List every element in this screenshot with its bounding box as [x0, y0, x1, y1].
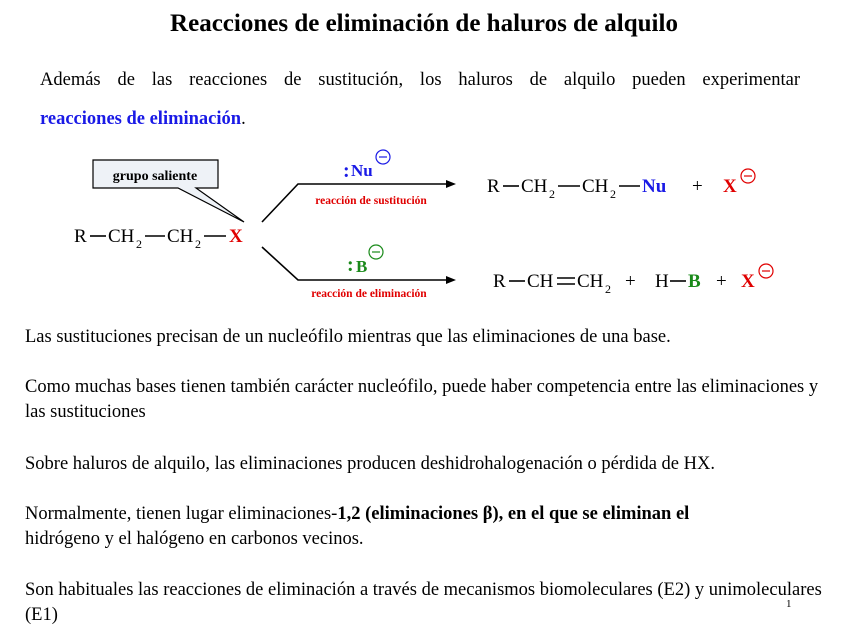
- page-number: 1: [786, 598, 792, 610]
- substrate-r: R: [74, 226, 87, 247]
- substrate: [74, 226, 243, 251]
- paragraph: Como muchas bases tienen también carácter nucleófilo, puede haber competencia entre las eliminaciones y las sustituciones: [25, 377, 819, 422]
- product-sub2b: 2: [610, 187, 616, 201]
- product-ch2b: CH: [582, 176, 609, 197]
- substrate-x: X: [229, 226, 243, 247]
- substitution-product: [487, 169, 755, 201]
- alkene-r: R: [493, 271, 506, 292]
- callout-label: grupo saliente: [112, 169, 198, 184]
- substrate-sub2b: 2: [195, 237, 201, 251]
- product-sub2a: 2: [549, 187, 555, 201]
- arrowhead: [446, 180, 456, 188]
- alkene-ch2: CH: [577, 271, 604, 292]
- intro-keyword: reacciones de eliminación: [40, 109, 242, 129]
- product-ch2a: CH: [521, 176, 548, 197]
- product-nu: Nu: [642, 176, 667, 197]
- b-dots: :: [347, 254, 354, 276]
- b-reagent: B: [356, 257, 368, 276]
- reaction-scheme: [0, 140, 848, 315]
- hb-h: H: [655, 271, 669, 292]
- plus-sign: +: [692, 176, 703, 197]
- paragraph: [25, 502, 825, 552]
- nu-dots: :: [343, 160, 350, 182]
- nu-reagent: Nu: [351, 161, 373, 180]
- substrate-ch2a: CH: [108, 226, 135, 247]
- p4-plain: Normalmente, tienen lugar eliminaciones-: [25, 504, 338, 524]
- intro-line-2: [40, 109, 246, 130]
- substrate-sub2a: 2: [136, 237, 142, 251]
- alkene-sub2: 2: [605, 282, 611, 296]
- hb-b: B: [688, 271, 701, 292]
- plus-sign: +: [625, 271, 636, 292]
- paragraph: Sobre haluros de alquilo, las eliminaciones producen deshidrohalogenación o pérdida de HX.: [25, 454, 715, 474]
- intro-end: .: [241, 109, 246, 129]
- page-title: Reacciones de eliminación de haluros de alquilo: [170, 10, 678, 37]
- leaving-x: X: [741, 271, 755, 292]
- substitution-label: reacción de sustitución: [315, 195, 427, 207]
- substrate-ch2b: CH: [167, 226, 194, 247]
- arrowhead: [446, 276, 456, 284]
- elimination-label: reacción de eliminación: [311, 288, 427, 300]
- elimination-product: [493, 264, 773, 296]
- paragraph: Son habituales las reacciones de eliminación a través de mecanismos biomoleculares (E2) y unimoleculares (E1): [25, 580, 822, 625]
- paragraph: Las sustituciones precisan de un nucleófilo mientras que las eliminaciones de una base.: [25, 327, 671, 347]
- alkene-ch: CH: [527, 271, 554, 292]
- elimination-arrow: [262, 247, 446, 280]
- p4-rest: hidrógeno y el halógeno en carbonos vecinos.: [25, 529, 364, 549]
- p4-bold: 1,2 (eliminaciones β), en el que se eliminan el: [337, 504, 690, 524]
- plus-sign: +: [716, 271, 727, 292]
- product-r: R: [487, 176, 500, 197]
- intro-text: Además de las reacciones de sustitución, los haluros de alquilo pueden experimentar: [40, 70, 800, 90]
- leaving-x: X: [723, 176, 737, 197]
